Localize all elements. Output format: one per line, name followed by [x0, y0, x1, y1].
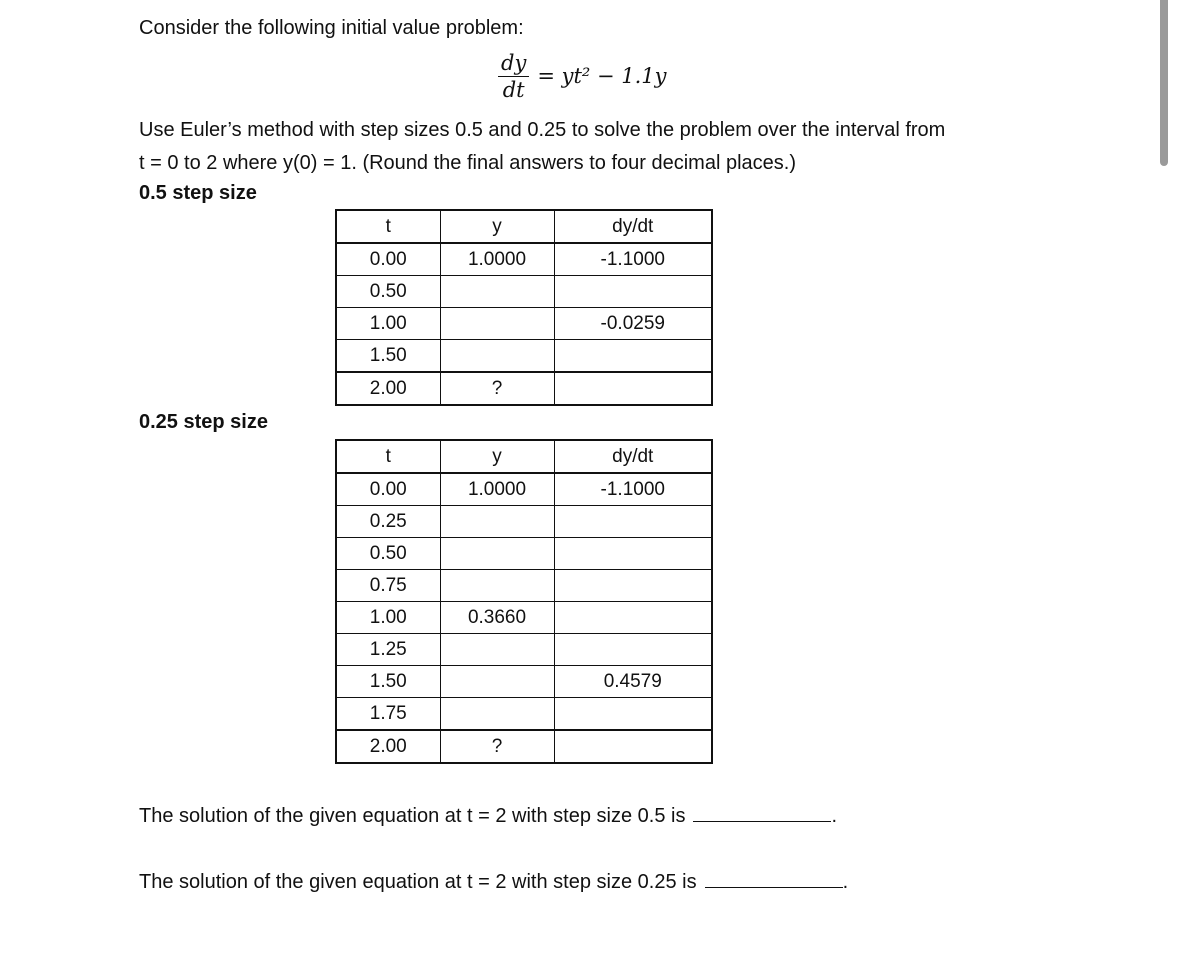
instructions-line-2: t = 0 to 2 where y(0) = 1. (Round the final answers to four decimal places.) — [139, 152, 796, 174]
cell-t: 0.00 — [336, 243, 440, 276]
euler-table-step-0-25 — [335, 439, 713, 764]
cell-dydt: 0.4579 — [554, 666, 712, 698]
table-row — [336, 602, 712, 634]
instructions-line-1: Use Euler’s method with step sizes 0.5 and 0.25 to solve the problem over the interval from — [139, 119, 946, 141]
cell-dydt — [554, 602, 712, 634]
table-row — [336, 473, 712, 506]
answer-blank-0-25[interactable] — [705, 869, 843, 888]
header-dydt: dy/dt — [554, 210, 712, 243]
header-y: y — [440, 210, 554, 243]
header-t: t — [336, 210, 440, 243]
cell-dydt — [554, 730, 712, 763]
cell-dydt: -1.1000 — [554, 243, 712, 276]
cell-y: 0.3660 — [440, 602, 554, 634]
cell-y: ? — [440, 372, 554, 405]
cell-y — [440, 308, 554, 340]
euler-table-step-0-5 — [335, 209, 713, 406]
fraction-numerator: dy — [501, 50, 527, 75]
table-header-row — [336, 210, 712, 243]
cell-dydt — [554, 506, 712, 538]
step-size-0-25-label: 0.25 step size — [139, 411, 268, 433]
derivative-fraction — [498, 50, 529, 103]
answer-question-0-25-text: The solution of the given equation at t = 2 with step size 0.25 is — [139, 871, 697, 893]
cell-dydt — [554, 372, 712, 405]
cell-y — [440, 666, 554, 698]
table-row — [336, 372, 712, 405]
cell-t: 0.75 — [336, 570, 440, 602]
differential-equation — [498, 44, 667, 108]
cell-t: 1.50 — [336, 666, 440, 698]
cell-t: 0.25 — [336, 506, 440, 538]
cell-dydt — [554, 570, 712, 602]
cell-y: 1.0000 — [440, 243, 554, 276]
cell-y — [440, 340, 554, 373]
cell-t: 1.50 — [336, 340, 440, 373]
table-row — [336, 340, 712, 373]
cell-y: ? — [440, 730, 554, 763]
cell-t: 2.00 — [336, 372, 440, 405]
cell-dydt — [554, 698, 712, 731]
cell-y — [440, 570, 554, 602]
table-row — [336, 730, 712, 763]
table-row — [336, 634, 712, 666]
cell-y — [440, 506, 554, 538]
cell-t: 0.00 — [336, 473, 440, 506]
cell-t: 2.00 — [336, 730, 440, 763]
cell-t: 1.00 — [336, 308, 440, 340]
cell-dydt — [554, 276, 712, 308]
cell-dydt: -1.1000 — [554, 473, 712, 506]
cell-y — [440, 698, 554, 731]
step-size-0-5-label: 0.5 step size — [139, 182, 257, 204]
answer-question-0-5 — [139, 803, 837, 828]
cell-t: 1.75 — [336, 698, 440, 731]
cell-dydt: -0.0259 — [554, 308, 712, 340]
header-y: y — [440, 440, 554, 473]
cell-y — [440, 276, 554, 308]
table-row — [336, 570, 712, 602]
scrollbar-thumb[interactable] — [1160, 0, 1168, 166]
answer-terminator: . — [842, 871, 849, 893]
fraction-denominator: dt — [502, 77, 525, 102]
cell-y — [440, 634, 554, 666]
problem-intro: Consider the following initial value problem: — [139, 17, 524, 39]
header-t: t — [336, 440, 440, 473]
cell-t: 0.50 — [336, 538, 440, 570]
header-dydt: dy/dt — [554, 440, 712, 473]
table-header-row — [336, 440, 712, 473]
table-row — [336, 698, 712, 731]
table-row — [336, 276, 712, 308]
table-row — [336, 243, 712, 276]
answer-question-0-25 — [139, 869, 848, 894]
cell-t: 1.00 — [336, 602, 440, 634]
cell-t: 1.25 — [336, 634, 440, 666]
cell-y — [440, 538, 554, 570]
cell-dydt — [554, 340, 712, 373]
instructions — [139, 114, 1039, 180]
cell-dydt — [554, 634, 712, 666]
table-row — [336, 308, 712, 340]
cell-dydt — [554, 538, 712, 570]
table-row — [336, 538, 712, 570]
answer-terminator: . — [831, 805, 838, 827]
equation-right-side: = yt² − 1.1y — [537, 64, 667, 88]
cell-t: 0.50 — [336, 276, 440, 308]
table-row — [336, 506, 712, 538]
table-row — [336, 666, 712, 698]
cell-y: 1.0000 — [440, 473, 554, 506]
answer-question-0-5-text: The solution of the given equation at t = 2 with step size 0.5 is — [139, 805, 686, 827]
answer-blank-0-5[interactable] — [693, 803, 831, 822]
